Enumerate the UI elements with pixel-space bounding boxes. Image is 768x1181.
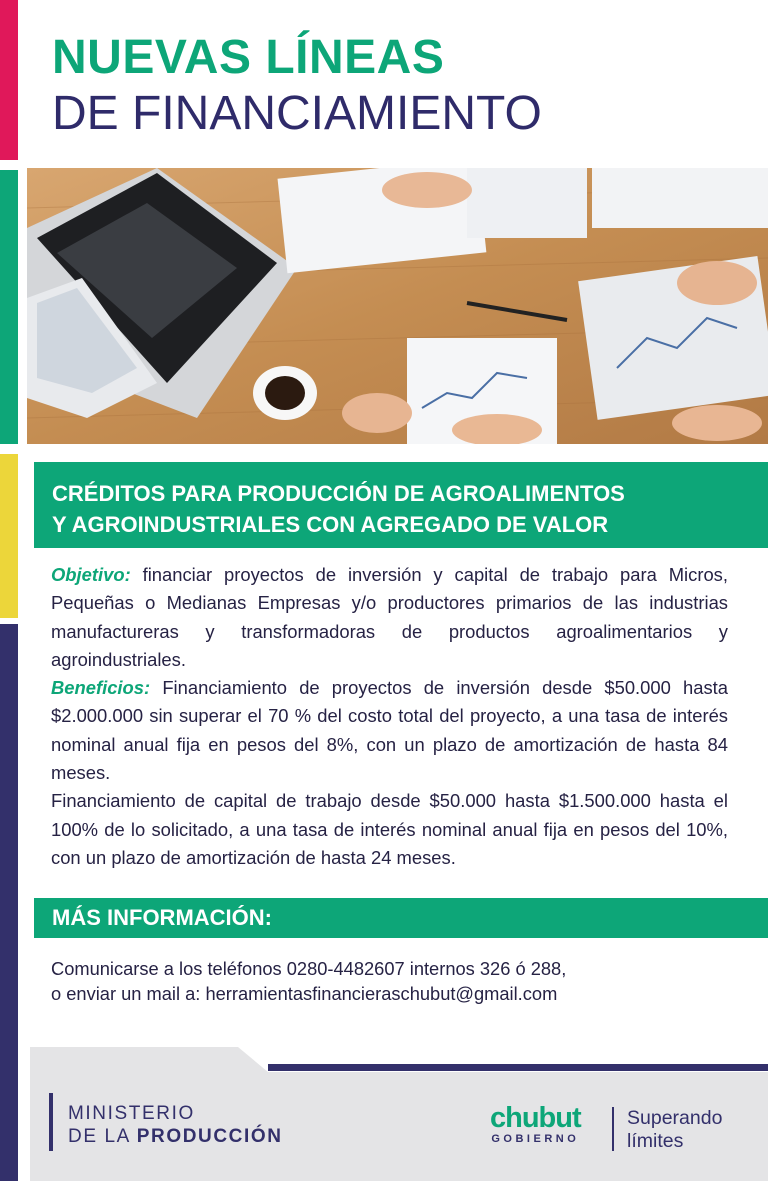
ministry-line-2-bold: PRODUCCIÓN [136, 1126, 283, 1147]
credits-heading [34, 462, 768, 548]
chubut-logo [490, 1103, 581, 1145]
page-title [52, 31, 542, 140]
credits-heading-line-1: CRÉDITOS PARA PRODUCCIÓN DE AGROALIMENTOS [52, 481, 625, 506]
ministry-line-2 [68, 1125, 283, 1148]
benefits-text: Financiamiento de proyectos de inversión desde $50.000 hasta $2.000.000 sin superar el 70 % del costo total del proyecto, a una tasa de interés nominal anual fija en pesos del 8%, con un plazo de amortización de hasta 84 meses. [51, 677, 728, 784]
objective-text: financiar proyectos de inversión y capital de trabajo para Micros, Pequeñas o Medianas Empresas y/o productores primarios de las industrias manufactureras y transformadoras de productos agroalimentarios y agroindustriales. [51, 564, 728, 670]
chubut-gobierno: GOBIERNO [491, 1133, 580, 1145]
chubut-wordmark: chubut [490, 1102, 581, 1134]
working-capital-paragraph: Financiamiento de capital de trabajo desde $50.000 hasta $1.500.000 hasta el 100% de lo solicitado, a una tasa de interés nominal anual fija en pesos del 10%, con un plazo de amortización de hasta 24 meses. [51, 790, 728, 868]
benefits-label: Beneficios: [51, 677, 151, 699]
business-desk-photo-illustration [27, 168, 768, 444]
info-heading: MÁS INFORMACIÓN: [34, 898, 768, 938]
ministry-logo [68, 1102, 283, 1148]
contact-line-phone: Comunicarse a los teléfonos 0280-4482607 internos 326 ó 288, [51, 958, 567, 979]
slogan-line-1: Superando [627, 1107, 723, 1129]
navy-stripe [0, 624, 18, 1181]
ministry-line-1: MINISTERIO [68, 1103, 195, 1124]
ministry-divider [49, 1093, 53, 1151]
logo-separator [612, 1107, 614, 1151]
benefits-paragraph [51, 674, 728, 787]
contact-line-email: o enviar un mail a: herramientasfinancieraschubut@gmail.com [51, 983, 558, 1004]
green-stripe [0, 170, 18, 444]
slogan-line-2: límites [627, 1130, 684, 1152]
yellow-stripe [0, 454, 18, 618]
title-line-1: NUEVAS LÍNEAS [52, 31, 445, 84]
contact-info [51, 956, 566, 1006]
credits-body [51, 561, 728, 872]
credits-heading-line-2: Y AGROINDUSTRIALES CON AGREGADO DE VALOR [52, 512, 609, 537]
footer [30, 1047, 768, 1181]
slogan [627, 1107, 722, 1153]
footer-notch-corner [238, 1047, 268, 1072]
objective-paragraph [51, 561, 728, 674]
business-desk-photo [27, 168, 768, 444]
pink-stripe [0, 0, 18, 160]
title-line-2: DE FINANCIAMIENTO [52, 87, 542, 140]
objective-label: Objetivo: [51, 564, 131, 585]
footer-accent-line [268, 1064, 768, 1071]
ministry-line-2-prefix: DE LA [68, 1126, 137, 1147]
